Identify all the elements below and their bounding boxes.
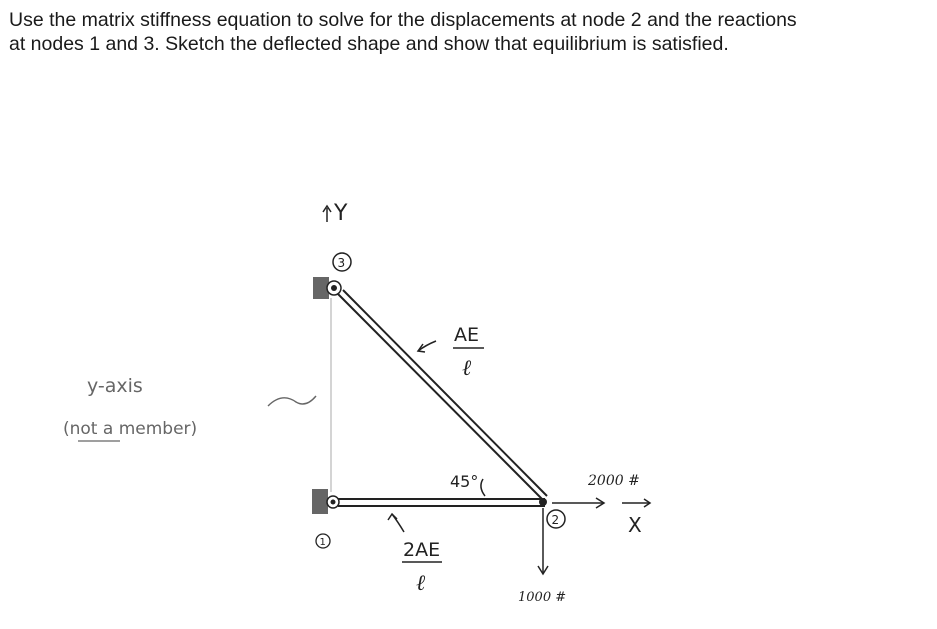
svg-text:2AE: 2AE xyxy=(403,539,441,561)
horizontal-load-label: 2000 # xyxy=(588,473,640,489)
node-3-support xyxy=(313,277,341,299)
svg-text:2: 2 xyxy=(551,513,560,527)
node-2-label xyxy=(547,510,565,528)
x-axis-arrow xyxy=(622,499,650,507)
node-1-support xyxy=(312,489,339,514)
member-1-2 xyxy=(338,499,545,506)
svg-text:ℓ: ℓ xyxy=(462,356,472,381)
svg-text:ℓ: ℓ xyxy=(416,571,426,596)
problem-line-1: Use the matrix stiffness equation to solve for the displacements at node 2 and the reactions xyxy=(9,9,797,31)
svg-text:3: 3 xyxy=(337,256,346,270)
angle-arc xyxy=(481,479,485,496)
vertical-load-label: 1000 # xyxy=(518,590,567,605)
y-axis-symbol: Y xyxy=(334,201,348,226)
svg-text:1: 1 xyxy=(319,537,326,548)
y-axis-note-line1: y-axis xyxy=(87,375,143,397)
node-1-label xyxy=(316,534,330,548)
lower-member-stiffness xyxy=(388,514,442,596)
node-3-label xyxy=(333,253,351,271)
horizontal-load-arrow xyxy=(552,498,604,508)
problem-line-2: at nodes 1 and 3. Sketch the deflected shape and show that equilibrium is satisfied. xyxy=(9,33,729,55)
y-axis-note-line2: (not a member) xyxy=(63,419,198,439)
angle-label: 45° xyxy=(450,472,479,491)
y-axis-note-pointer xyxy=(268,396,316,406)
upper-member-stiffness xyxy=(418,324,484,381)
x-axis-symbol: X xyxy=(628,513,642,537)
svg-text:AE: AE xyxy=(454,324,480,346)
node-2-joint xyxy=(539,498,547,506)
member-3-2 xyxy=(338,290,547,500)
y-axis-arrow xyxy=(323,206,331,222)
